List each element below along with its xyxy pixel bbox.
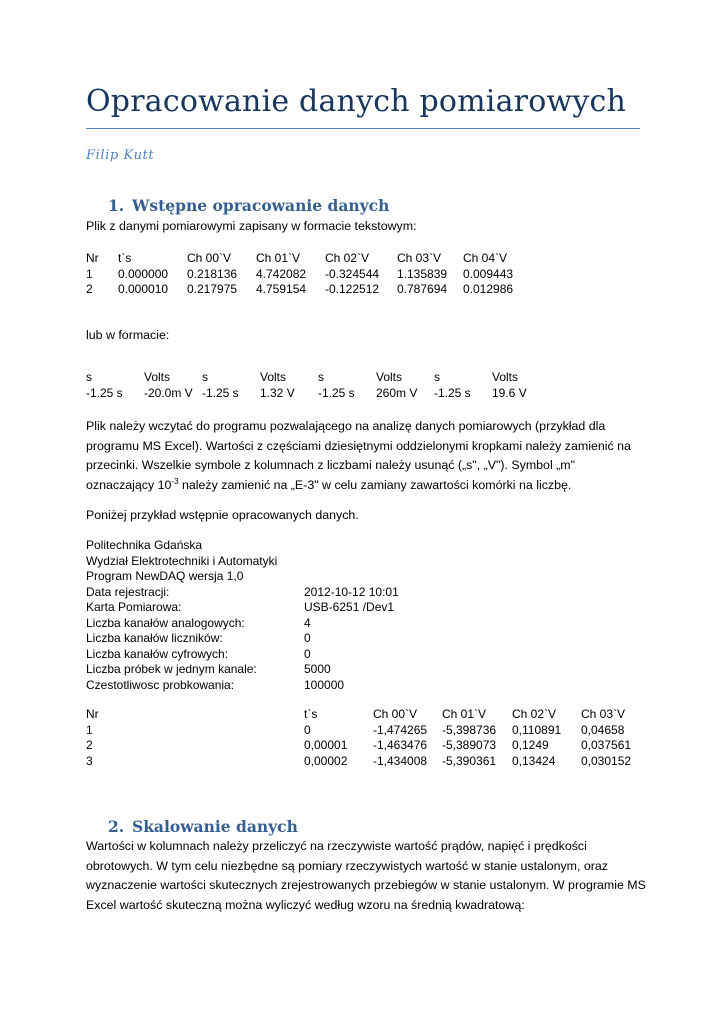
table-cell: 0.009443 xyxy=(463,266,514,281)
table-header-cell: t`s xyxy=(304,707,318,721)
metadata-label: Czestotliwosc probkowania: xyxy=(86,677,235,692)
section-1-intro: Plik z danymi pomiarowymi zapisany w formacie tekstowym: xyxy=(86,219,417,233)
section-2-title: Skalowanie danych xyxy=(132,817,298,836)
table-cell: -1.25 s xyxy=(202,385,239,400)
table-cell: 1.32 V xyxy=(260,385,295,400)
table-header-cell: Nr xyxy=(86,707,99,721)
table-cell: -1.25 s xyxy=(318,385,355,400)
table-cell: 0,04658 xyxy=(581,722,625,737)
table-header-cell: Ch 00`V xyxy=(187,251,232,265)
table-cell: 1 xyxy=(86,266,93,281)
table-cell: -5,390361 xyxy=(442,753,497,768)
table-cell: 0.000010 xyxy=(118,282,169,296)
section-1-title: Wstępne opracowanie danych xyxy=(132,196,390,215)
document-title: Opracowanie danych pomiarowych xyxy=(86,84,627,119)
table-cell: -1,463476 xyxy=(373,738,428,752)
table-cell: 260m V xyxy=(376,385,418,400)
metadata-value: 0 xyxy=(304,646,311,661)
instructions-text: Plik należy wczytać do programu pozwalającego na analizę danych pomiarowych (przykład dla programu MS Excel). Wartości z częściami dziesiętnymi oddzielonymi kropkami należy zamienić na przecinki. Wszelkie symbole z kolumnach z liczbami należy usunąć („s", „V"). Symbol „m" oznaczający 10 xyxy=(86,419,631,492)
table-cell: 3 xyxy=(86,753,93,768)
table-cell: 0.217975 xyxy=(187,282,238,296)
table-cell: -20.0m V xyxy=(144,385,193,400)
table-cell: 1.135839 xyxy=(397,266,448,281)
metadata-value: 2012-10-12 10:01 xyxy=(304,584,399,599)
table-cell: 1 xyxy=(86,722,93,737)
table-header-cell: Ch 02`V xyxy=(512,707,557,721)
metadata-label: Liczba kanałów cyfrowych: xyxy=(86,646,229,661)
metadata-header-text: Wydział Elektrotechniki i Automatyki xyxy=(86,553,278,568)
table-cell: -5,389073 xyxy=(442,738,497,752)
table-header-cell: s xyxy=(86,370,92,384)
table-cell: -5,398736 xyxy=(442,722,497,737)
table-header-cell: Ch 00`V xyxy=(373,707,418,721)
processing-instructions xyxy=(86,417,646,495)
table-cell: 0.787694 xyxy=(397,282,448,296)
author-name: Filip Kutt xyxy=(86,148,155,163)
section-2-text: Wartości w kolumnach należy przeliczyć na rzeczywiste wartość prądów, napięć i prędkości obrotowych. W tym celu niezbędne są pomiary rzeczywistych wartość w stanie ustalonym, oraz wyznaczenie wartości skutecznych zrejestrowanych przebiegów w stanie ustalonym. W programie MS Excel wartość skuteczną można wyliczyć według wzoru na średnią kwadratową: xyxy=(86,839,646,912)
section-2-heading xyxy=(108,817,298,836)
metadata-value: 5000 xyxy=(304,662,331,676)
metadata-value: USB-6251 /Dev1 xyxy=(304,600,395,614)
table-header-cell: Ch 01`V xyxy=(256,251,301,265)
table-header-cell: Ch 03`V xyxy=(581,707,626,721)
section-2-number: 2. xyxy=(108,817,125,836)
table-cell: 0,00002 xyxy=(304,753,348,768)
table-cell: 0,037561 xyxy=(581,738,632,752)
table-header-cell: t`s xyxy=(118,251,132,265)
table-header-cell: s xyxy=(434,370,440,384)
table-cell: 0.218136 xyxy=(187,266,238,281)
metadata-label: Liczba kanałów analogowych: xyxy=(86,615,245,630)
table-header-cell: Ch 03`V xyxy=(397,251,442,265)
table-cell: 0,1249 xyxy=(512,738,549,752)
table-header-cell: Ch 02`V xyxy=(325,251,370,265)
table-cell: 4.759154 xyxy=(256,282,307,296)
table-cell: 0 xyxy=(304,722,311,737)
table-header-cell: Volts xyxy=(144,370,171,384)
table-header-cell: s xyxy=(318,370,324,384)
example-label: Poniżej przykład wstępnie opracowanych danych. xyxy=(86,508,359,522)
table-cell: -1,474265 xyxy=(373,722,428,737)
metadata-value: 0 xyxy=(304,631,311,645)
metadata-value: 100000 xyxy=(304,677,345,692)
metadata-label: Karta Pomiarowa: xyxy=(86,600,182,614)
table-cell: -1.25 s xyxy=(434,385,471,400)
metadata-label: Liczba kanałów liczników: xyxy=(86,631,223,645)
metadata-header-text: Program NewDAQ wersja 1,0 xyxy=(86,569,244,583)
alt-format-label: lub w formacie: xyxy=(86,328,170,342)
instructions-text-end: należy zamienić na „E-3" w celu zamiany zawartości komórki na liczbę. xyxy=(178,477,572,492)
table-cell: 4.742082 xyxy=(256,266,307,281)
table-header-cell: s xyxy=(202,370,208,384)
metadata-value: 4 xyxy=(304,615,311,630)
table-cell: 0,110891 xyxy=(512,722,562,737)
table-cell: 0.000000 xyxy=(118,266,169,281)
table-header-cell: Volts xyxy=(260,370,287,384)
table-cell: 2 xyxy=(86,282,93,296)
table-cell: 0.012986 xyxy=(463,282,514,296)
table-cell: -0.122512 xyxy=(325,282,380,296)
table-cell: 2 xyxy=(86,738,93,752)
table-cell: -1,434008 xyxy=(373,753,428,768)
table-cell: 0,00001 xyxy=(304,738,348,752)
table-header-cell: Nr xyxy=(86,251,99,265)
table-header-cell: Ch 01`V xyxy=(442,707,487,721)
table-cell: 0,13424 xyxy=(512,753,556,768)
metadata-label: Liczba próbek w jednym kanale: xyxy=(86,662,257,676)
table-cell: 0,030152 xyxy=(581,753,632,768)
table-header-cell: Volts xyxy=(492,370,519,384)
title-underline xyxy=(86,128,640,129)
metadata-label: Data rejestracji: xyxy=(86,584,170,599)
section-1-heading xyxy=(108,196,389,215)
table-cell: -1.25 s xyxy=(86,385,123,400)
exponent: -3 xyxy=(171,476,179,486)
table-cell: 19.6 V xyxy=(492,385,527,400)
table-header-cell: Ch 04`V xyxy=(463,251,508,265)
table-cell: -0.324544 xyxy=(325,266,380,281)
metadata-header-text: Politechnika Gdańska xyxy=(86,538,203,552)
table-header-cell: Volts xyxy=(376,370,403,384)
section-1-number: 1. xyxy=(108,196,125,215)
